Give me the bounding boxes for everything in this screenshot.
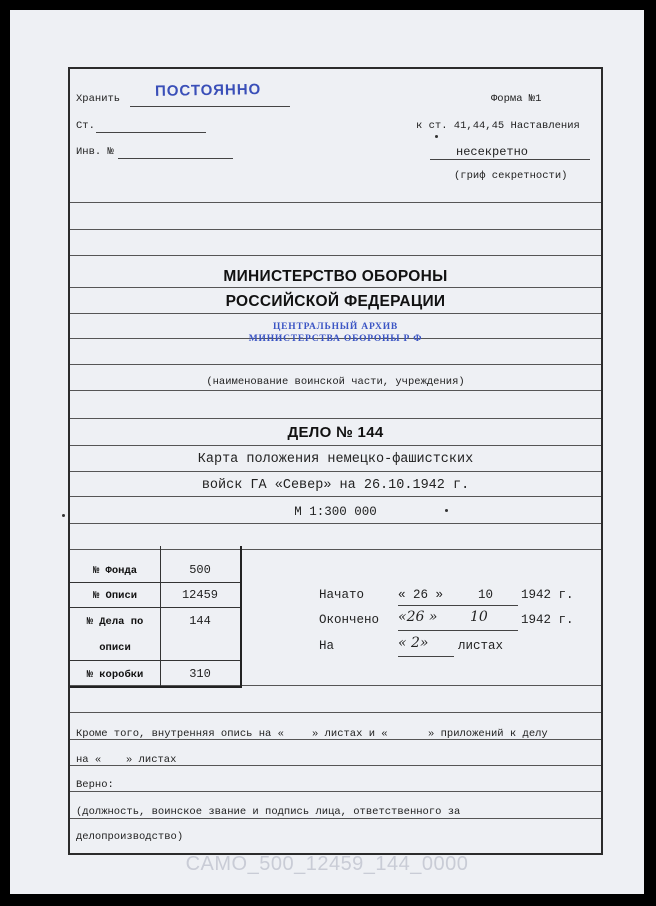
- started-month: 10: [478, 588, 494, 602]
- inventory-text-b: » листах и «: [312, 728, 388, 740]
- document-page: [10, 10, 644, 894]
- permanent-stamp: ПОСТОЯННО: [154, 81, 262, 100]
- archive-watermark: CAMO_500_12459_144_0000: [185, 853, 469, 875]
- st-underline: [96, 132, 206, 133]
- keep-label: Хранить: [76, 93, 121, 105]
- st-label: Ст.: [76, 120, 95, 132]
- rule-line: [70, 471, 601, 472]
- box-row-line: [70, 607, 240, 608]
- case-cover-form: [68, 67, 603, 855]
- org-name-line2: РОССИЙСКОЙ ФЕДЕРАЦИИ: [225, 293, 446, 310]
- ink-speck: [435, 135, 438, 138]
- inventory-label: Инв. №: [76, 146, 114, 158]
- org-caption: (наименование воинской части, учреждения): [206, 376, 465, 388]
- classification-value: несекретно: [456, 145, 529, 159]
- started-day: « 26 »: [398, 588, 444, 602]
- started-year: 1942 г.: [521, 588, 574, 602]
- rule-line: [70, 202, 601, 203]
- inventory-text-c: » приложений к делу: [428, 728, 548, 740]
- started-underline: [398, 605, 518, 606]
- korobki-value: 310: [189, 667, 211, 681]
- rule-line: [70, 791, 601, 792]
- rule-line: [70, 418, 601, 419]
- articles-reference: к ст. 41,44,45 Наставления: [416, 120, 580, 132]
- archive-index-box: [70, 546, 242, 688]
- inventory-sheets-b: » листах: [126, 754, 177, 766]
- box-row-line: [70, 660, 240, 661]
- sheet-count: « 2»: [398, 635, 429, 651]
- responsible-line1: (должность, воинское звание и подпись лица, ответственного за: [76, 806, 461, 818]
- ink-speck: [62, 514, 65, 517]
- rule-line: [70, 712, 601, 713]
- verno-label: Верно:: [76, 779, 114, 791]
- fond-label: № Фонда: [92, 565, 138, 577]
- form-number: Форма №1: [491, 93, 542, 105]
- fond-value: 500: [189, 563, 211, 577]
- on-label: На: [319, 639, 335, 653]
- box-row-line: [70, 582, 240, 583]
- case-title: ДЕЛО № 144: [287, 424, 384, 441]
- sheets-underline: [398, 656, 454, 657]
- ink-speck: [445, 509, 448, 512]
- rule-line: [70, 255, 601, 256]
- classification-underline: [430, 159, 590, 160]
- archive-stamp-line2: МИНИСТЕРСТВА ОБОРОНЫ Р Ф: [248, 334, 423, 344]
- case-description-line2: войск ГА «Север» на 26.10.1942 г.: [201, 478, 470, 493]
- case-description-line1: Карта положения немецко-фашистских: [197, 452, 474, 467]
- rule-line: [70, 496, 601, 497]
- rule-line: [70, 818, 601, 819]
- rule-line: [70, 364, 601, 365]
- map-scale: М 1:300 000: [294, 505, 377, 519]
- rule-line: [70, 229, 601, 230]
- inventory-sheets-a: на «: [76, 754, 102, 766]
- opis-label: № Описи: [92, 590, 138, 602]
- org-name-line1: МИНИСТЕРСТВО ОБОРОНЫ: [223, 268, 448, 285]
- ended-year: 1942 г.: [521, 613, 574, 627]
- started-label: Начато: [319, 588, 365, 602]
- korobki-label: № коробки: [86, 669, 144, 681]
- ended-underline: [398, 630, 518, 631]
- opis-value: 12459: [181, 588, 218, 602]
- ended-month: 10: [470, 609, 488, 625]
- delo-label-line1: № Дела по: [86, 616, 144, 628]
- rule-line: [70, 445, 601, 446]
- ended-day: «26 »: [398, 609, 438, 625]
- classification-caption: (гриф секретности): [454, 170, 568, 182]
- keep-underline: [130, 106, 290, 107]
- inventory-underline: [118, 158, 233, 159]
- responsible-line2: делопроизводство): [76, 831, 184, 843]
- archive-stamp-line1: ЦЕНТРАЛЬНЫЙ АРХИВ: [272, 322, 399, 332]
- rule-line: [70, 523, 601, 524]
- sheets-word: листах: [458, 639, 504, 653]
- delo-value: 144: [189, 614, 211, 628]
- delo-label-line2: описи: [99, 642, 131, 654]
- inventory-text-a: Кроме того, внутренняя опись на «: [76, 728, 284, 740]
- rule-line: [70, 390, 601, 391]
- rule-line: [70, 313, 601, 314]
- rule-line: [70, 287, 601, 288]
- ended-label: Окончено: [319, 613, 380, 627]
